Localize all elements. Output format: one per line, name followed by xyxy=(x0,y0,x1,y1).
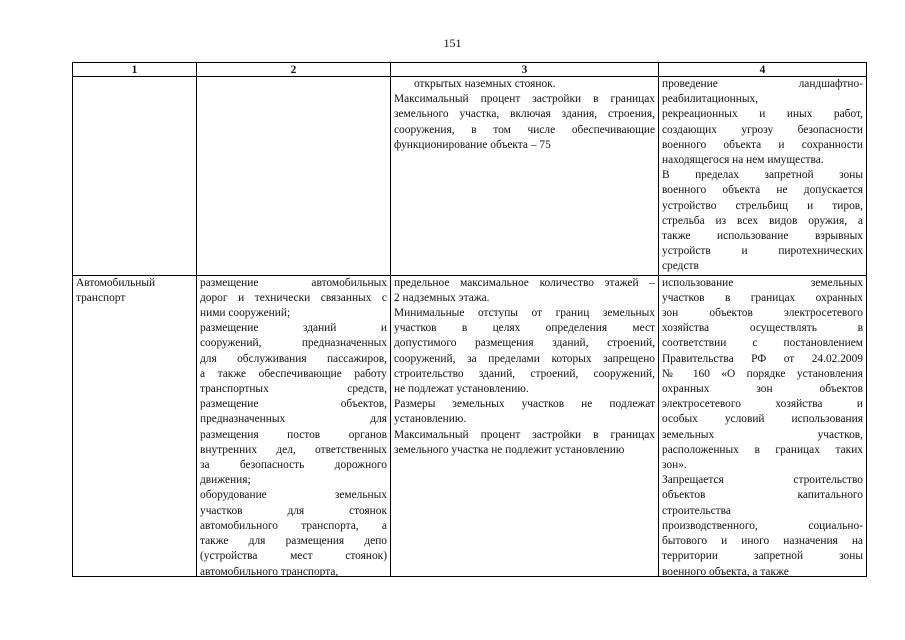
cell-use-name xyxy=(73,77,197,276)
column-header-3: 3 xyxy=(391,63,659,77)
text-line: объектов капитального xyxy=(662,489,863,502)
text-line: зон объектов электросетевого xyxy=(662,307,863,320)
text-line: военного объекта, а также xyxy=(662,565,789,576)
text-line: стрельба из всех видов оружия, а xyxy=(662,214,863,227)
text-line: строительство зданий, строений, сооружений, xyxy=(394,367,655,380)
zoning-regulations-table xyxy=(72,62,867,577)
page-number: 151 xyxy=(443,36,462,50)
text-line: сооружений, за пределами которых запрещено xyxy=(394,352,655,365)
text-line: предназначенных для xyxy=(200,413,387,426)
text-line: электросетевого хозяйства и xyxy=(662,398,863,411)
text-line: размещение объектов, xyxy=(200,398,387,411)
text-line: рекреационных и иных работ, xyxy=(662,108,863,121)
text-line: не подлежат установлению. xyxy=(394,383,529,396)
text-line: устройств и пиротехнических xyxy=(662,245,863,258)
text-line: автомобильного транспорта, а xyxy=(200,519,387,532)
text-line: транспорт xyxy=(76,291,126,304)
text-line: находящегося на нем имущества. xyxy=(662,154,824,167)
text-line: производственного, социально- xyxy=(662,519,863,532)
text-line: расположенных в границах таких xyxy=(662,443,863,456)
text-line: В пределах запретной зоны xyxy=(662,169,863,182)
text-line: территории запретной зоны xyxy=(662,550,863,563)
text-line: дорог и технически связанных с xyxy=(200,291,387,304)
cell-use-description xyxy=(197,77,391,276)
text-line: строительства xyxy=(662,504,731,517)
text-line: охранных зон объектов xyxy=(662,383,863,396)
text-line: участков в границах охранных xyxy=(662,291,863,304)
column-header-4: 4 xyxy=(659,63,867,77)
text-line: № 160 «О порядке установления xyxy=(662,367,863,380)
text-line: функционирование объекта – 75 xyxy=(394,138,551,151)
cell-restrictions xyxy=(659,77,867,276)
table-row-continuation xyxy=(73,77,867,276)
cell-restrictions xyxy=(659,275,867,576)
text-line: предельное максимальное количество этажей – xyxy=(394,276,655,289)
text-line: за безопасность дорожного xyxy=(200,459,387,472)
text-line: зон». xyxy=(662,459,687,472)
text-line: сооружения, в том числе обеспечивающие xyxy=(394,123,655,136)
column-header-1: 1 xyxy=(73,63,197,77)
cell-use-name xyxy=(73,275,197,576)
text-line: открытых наземных стоянок. xyxy=(414,78,556,90)
table-row-road-transport xyxy=(73,275,867,576)
text-line: движения; xyxy=(200,474,251,487)
table-header-row xyxy=(73,63,867,77)
text-line: Правительства РФ от 24.02.2009 xyxy=(662,352,863,365)
text-line: земельного участка не подлежит установлению xyxy=(394,443,625,456)
text-line: создающих угрозу безопасности xyxy=(662,123,863,136)
text-line: (устройства мест стоянок) xyxy=(200,550,387,563)
text-line: участков для стоянок xyxy=(200,504,387,517)
text-line: для обслуживания пассажиров, xyxy=(200,352,387,365)
text-line: сооружений, предназначенных xyxy=(200,337,387,350)
text-line: 2 надземных этажа. xyxy=(394,291,490,304)
text-line: Минимальные отступы от границ земельных xyxy=(394,307,655,320)
text-line: внутренних дел, ответственных xyxy=(200,443,387,456)
text-line: Запрещается строительство xyxy=(662,474,863,487)
text-line: размещение автомобильных xyxy=(200,276,387,289)
text-line: земельных участков, xyxy=(662,428,863,441)
text-line: размещения постов органов xyxy=(200,428,387,441)
text-line: военного объекта и сохранности xyxy=(662,138,863,151)
text-line: земельного участка, включая здания, строения, xyxy=(394,108,655,121)
text-line: а также обеспечивающие работу xyxy=(200,367,387,380)
text-line: автомобильного транспорта, xyxy=(200,565,339,576)
cell-use-description xyxy=(197,275,391,576)
text-line: допустимого размещения зданий, строений, xyxy=(394,337,655,350)
text-line: проведение ландшафтно- xyxy=(662,78,863,90)
text-line: участков в целях определения мест xyxy=(394,322,655,335)
text-line: устройство стрельбищ и тиров, xyxy=(662,199,863,212)
cell-building-parameters xyxy=(391,275,659,576)
text-line: установлению. xyxy=(394,413,467,426)
text-line: ними сооружений; xyxy=(200,307,291,320)
cell-building-parameters xyxy=(391,77,659,276)
text-line: оборудование земельных xyxy=(200,489,387,502)
text-line: транспортных средств, xyxy=(200,383,387,396)
text-line: Автомобильный xyxy=(76,276,156,289)
text-line: Максимальный процент застройки в границах xyxy=(394,93,655,106)
text-line: Максимальный процент застройки в границах xyxy=(394,428,655,441)
column-header-2: 2 xyxy=(197,63,391,77)
text-line: соответствии с постановлением xyxy=(662,337,863,350)
text-line: использование земельных xyxy=(662,276,863,289)
text-line: хозяйства осуществлять в xyxy=(662,322,863,335)
text-line: военного объекта не допускается xyxy=(662,184,863,197)
text-line: также использование взрывных xyxy=(662,230,863,243)
text-line: реабилитационных, xyxy=(662,93,759,106)
text-line: размещение зданий и xyxy=(200,322,387,335)
text-line: Размеры земельных участков не подлежат xyxy=(394,398,655,411)
text-line: средств xyxy=(662,260,699,273)
text-line: также для размещения депо xyxy=(200,535,387,548)
text-line: особых условий использования xyxy=(662,413,863,426)
text-line: бытового и иного назначения на xyxy=(662,535,863,548)
